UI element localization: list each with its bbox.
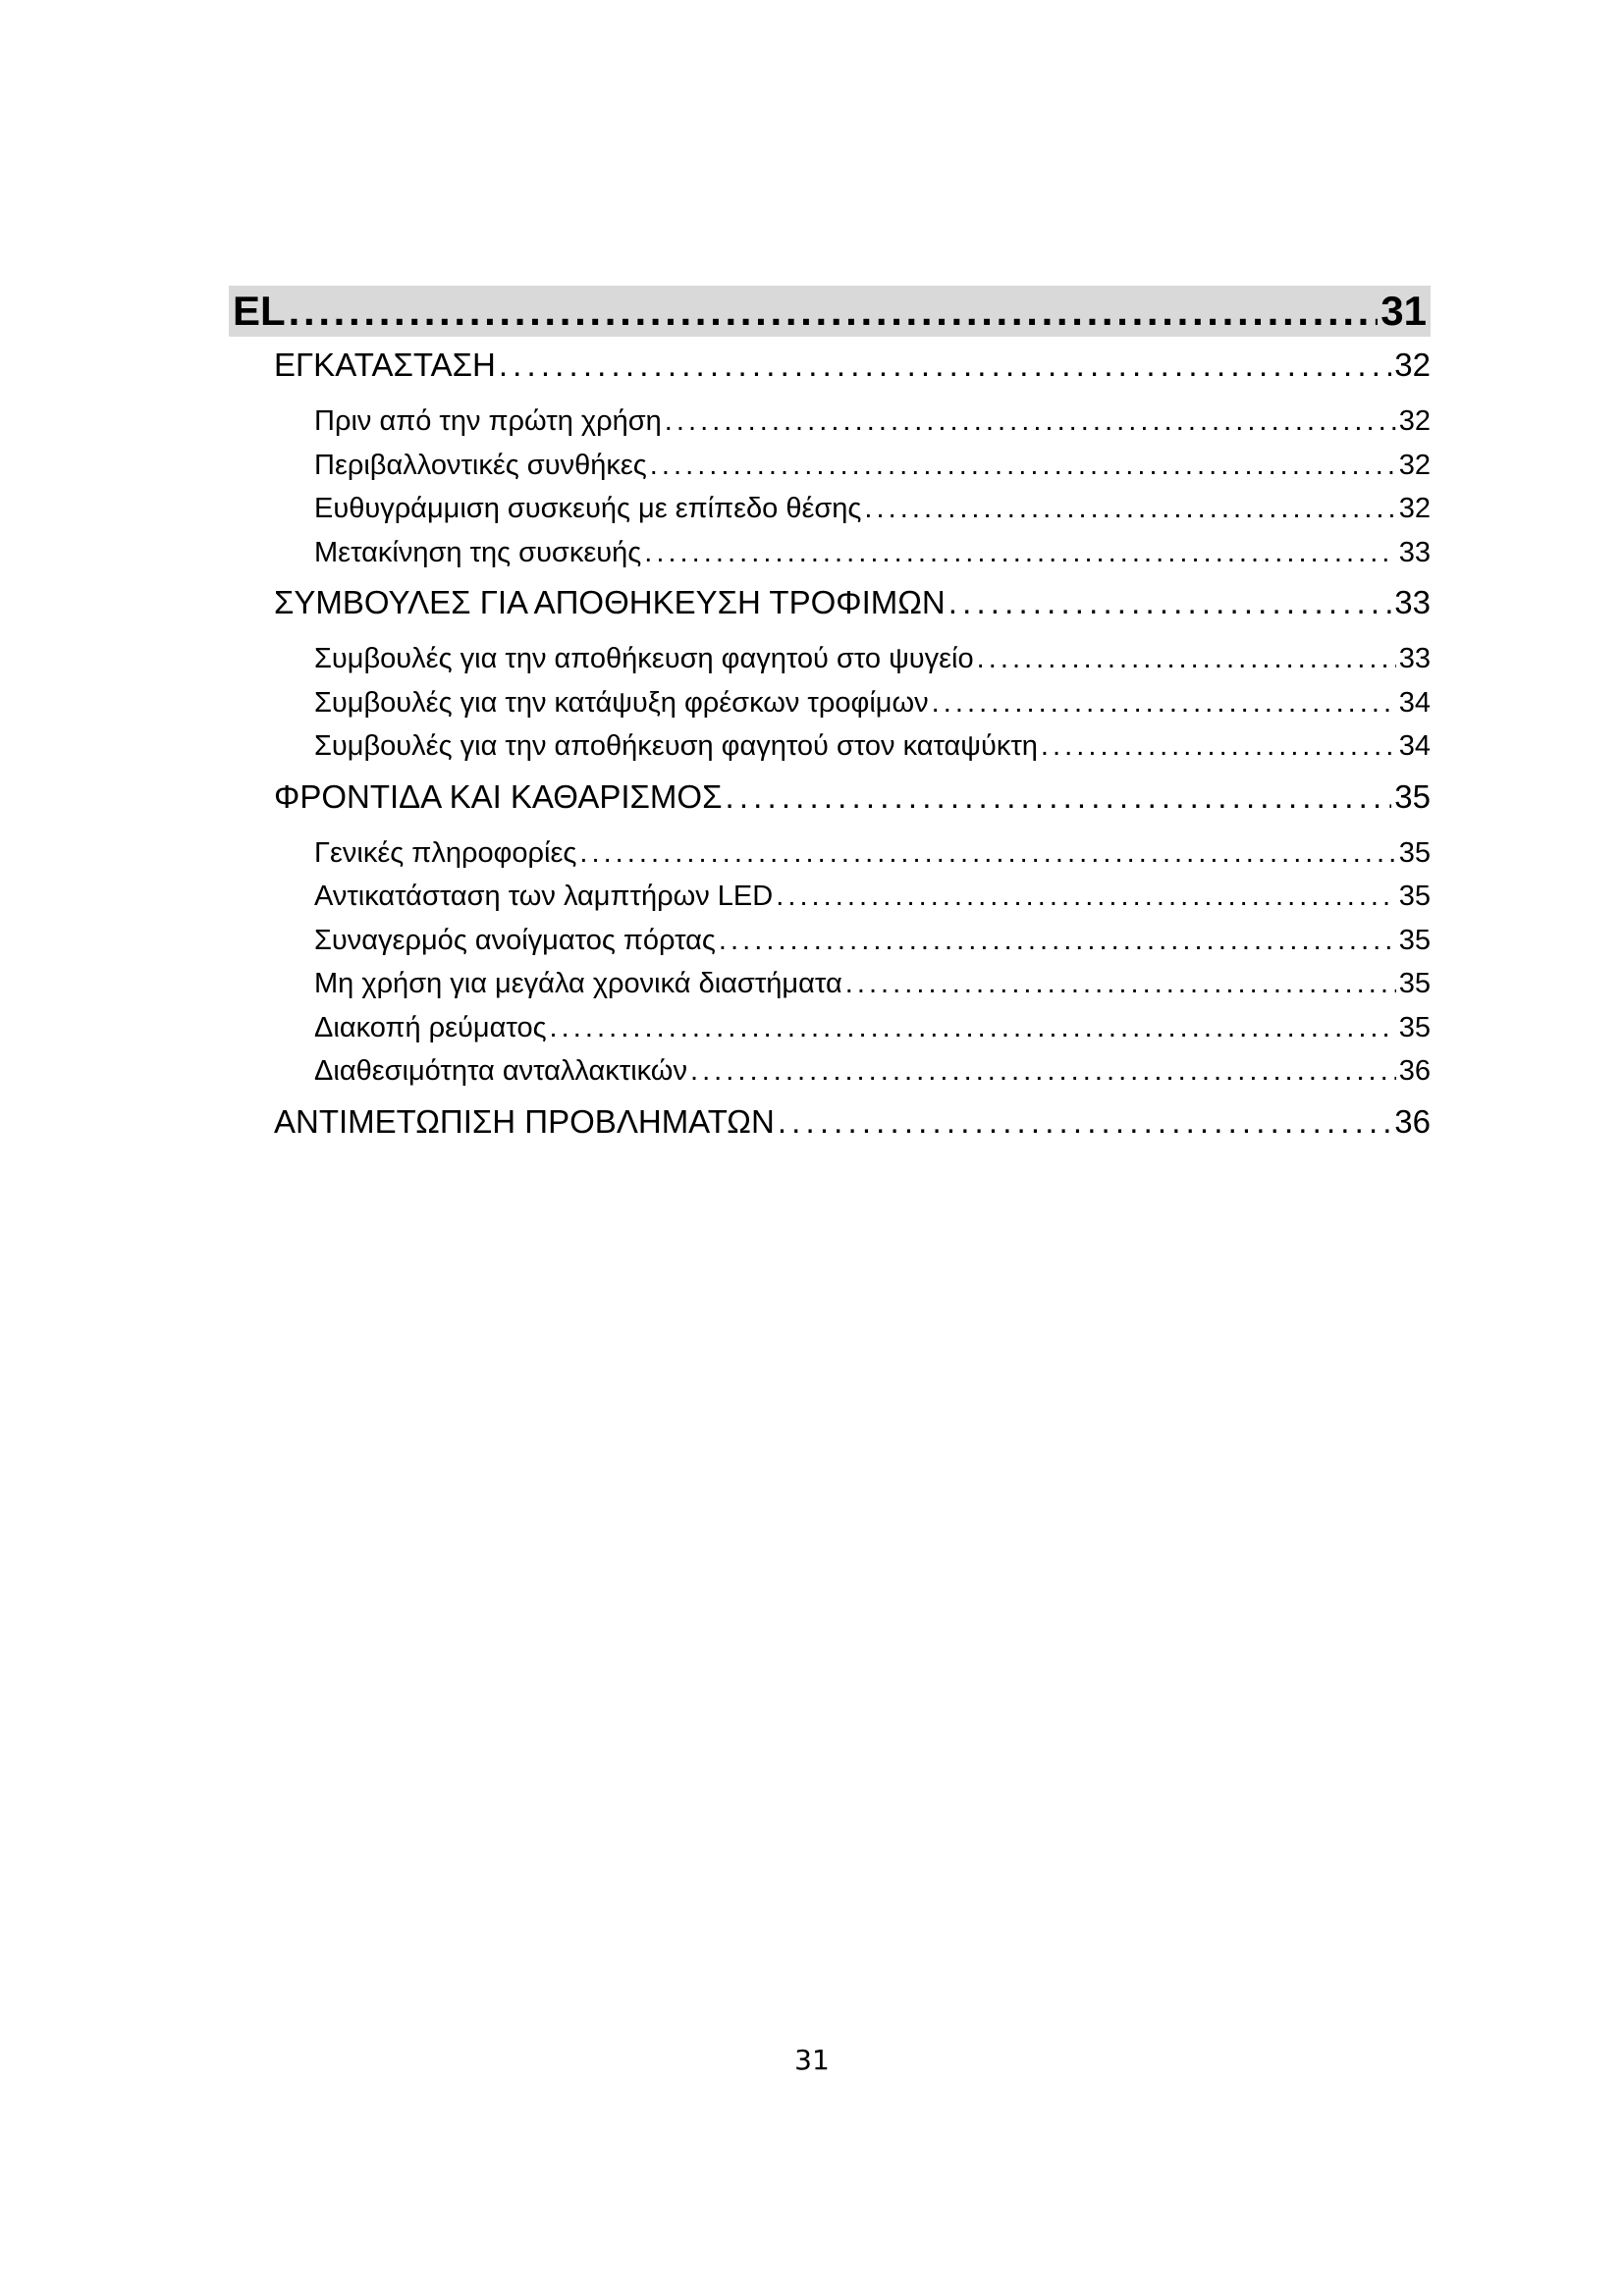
- toc-section-page: 34: [1398, 686, 1431, 719]
- toc-dot-leader: [719, 919, 1396, 963]
- toc-heading-el[interactable]: [229, 286, 1431, 337]
- toc-section-label: Περιβαλλοντικές συνθήκες: [314, 449, 647, 481]
- toc-chapter-page: 32: [1394, 347, 1431, 383]
- toc-dot-leader: [864, 487, 1395, 531]
- toc-dot-leader: [932, 681, 1396, 725]
- toc-dot-leader: [644, 531, 1396, 575]
- toc-section[interactable]: [229, 531, 1431, 575]
- toc-section-page: 35: [1398, 924, 1431, 956]
- toc-section[interactable]: [229, 962, 1431, 1006]
- toc-chapter-page: 35: [1394, 777, 1431, 815]
- toc-section-page: 32: [1398, 493, 1431, 524]
- toc-section-label: Συμβουλές για την αποθήκευση φαγητού στο ψυγείο: [314, 643, 974, 674]
- toc-dot-leader: [579, 831, 1395, 876]
- toc-section-label: Διαθεσιμότητα ανταλλακτικών: [314, 1055, 687, 1087]
- toc-section[interactable]: [229, 1049, 1431, 1094]
- toc-section-page: 35: [1398, 836, 1431, 869]
- toc-chapter-page: 36: [1394, 1102, 1431, 1140]
- toc-chapter-installation[interactable]: [229, 345, 1431, 386]
- toc-section-label: Αντικατάσταση των λαμπτήρων LED: [314, 881, 774, 912]
- toc-dot-leader: [948, 582, 1392, 623]
- toc-section-page: 32: [1398, 449, 1431, 481]
- toc-section-page: 33: [1398, 536, 1431, 568]
- toc-section-label: Διακοπή ρεύματος: [314, 1011, 547, 1043]
- toc-dot-leader: [845, 962, 1396, 1006]
- toc-section-page: 34: [1398, 730, 1431, 762]
- toc-dot-leader: [1041, 724, 1396, 769]
- toc-dot-leader: [725, 776, 1391, 818]
- toc-section[interactable]: [229, 919, 1431, 963]
- toc-section-page: 36: [1398, 1055, 1431, 1087]
- toc-section-label: Μη χρήση για μεγάλα χρονικά διαστήματα: [314, 968, 842, 999]
- toc-section[interactable]: [229, 400, 1431, 444]
- toc-section-label: Ευθυγράμμιση συσκευής με επίπεδο θέσης: [314, 493, 862, 524]
- toc-section-label: Συμβουλές για την κατάψυξη φρέσκων τροφίμων: [314, 686, 929, 719]
- toc-section-label: Πριν από την πρώτη χρήση: [314, 405, 662, 437]
- toc-section-label: Μετακίνηση της συσκευής: [314, 536, 642, 568]
- toc-chapter-label: ΑΝΤΙΜΕΤΩΠΙΣΗ ΠΡΟΒΛΗΜΑΤΩΝ: [274, 1102, 775, 1140]
- toc-chapter-food-storage[interactable]: [229, 582, 1431, 623]
- toc-section-page: 35: [1398, 968, 1431, 999]
- toc-dot-leader: [977, 637, 1396, 681]
- toc-dot-leader: [499, 345, 1391, 386]
- toc-dot-leader: [289, 286, 1379, 337]
- toc-section-label: Γενικές πληροφορίες: [314, 836, 577, 869]
- toc-section[interactable]: [229, 724, 1431, 769]
- toc-dot-leader: [776, 875, 1396, 919]
- toc-section-label: Συμβουλές για την αποθήκευση φαγητού στον καταψύκτη: [314, 730, 1038, 762]
- toc-chapter-troubleshooting[interactable]: [229, 1101, 1431, 1143]
- toc-dot-leader: [650, 444, 1396, 488]
- toc-chapter-label: ΦΡΟΝΤΙΔΑ ΚΑΙ ΚΑΘΑΡΙΣΜΟΣ: [274, 777, 723, 815]
- toc-section[interactable]: [229, 637, 1431, 681]
- toc-chapter-page: 33: [1394, 584, 1431, 620]
- toc-section[interactable]: [229, 1006, 1431, 1050]
- toc-dot-leader: [665, 400, 1396, 444]
- toc-chapter-label: ΕΓΚΑΤΑΣΤΑΣΗ: [274, 347, 496, 383]
- toc-section-label: Συναγερμός ανοίγματος πόρτας: [314, 924, 716, 956]
- toc-section-page: 32: [1398, 405, 1431, 437]
- toc-section-page: 35: [1398, 1011, 1431, 1043]
- toc-chapter-care-cleaning[interactable]: [229, 776, 1431, 818]
- toc-section[interactable]: [229, 875, 1431, 919]
- toc-section-page: 33: [1398, 643, 1431, 674]
- toc-section[interactable]: [229, 444, 1431, 488]
- toc-section[interactable]: [229, 681, 1431, 725]
- toc-dot-leader: [778, 1101, 1391, 1143]
- table-of-contents: [229, 286, 1431, 1156]
- toc-chapter-label: ΣΥΜΒΟΥΛΕΣ ΓΙΑ ΑΠΟΘΗΚΕΥΣΗ ΤΡΟΦΙΜΩΝ: [274, 584, 946, 620]
- toc-section[interactable]: [229, 831, 1431, 876]
- toc-section[interactable]: [229, 487, 1431, 531]
- toc-section-page: 35: [1398, 881, 1431, 912]
- toc-dot-leader: [550, 1006, 1396, 1050]
- toc-dot-leader: [690, 1049, 1396, 1094]
- page-number: 31: [794, 2044, 830, 2076]
- toc-heading-label: EL: [233, 288, 286, 334]
- toc-heading-page: 31: [1380, 288, 1427, 334]
